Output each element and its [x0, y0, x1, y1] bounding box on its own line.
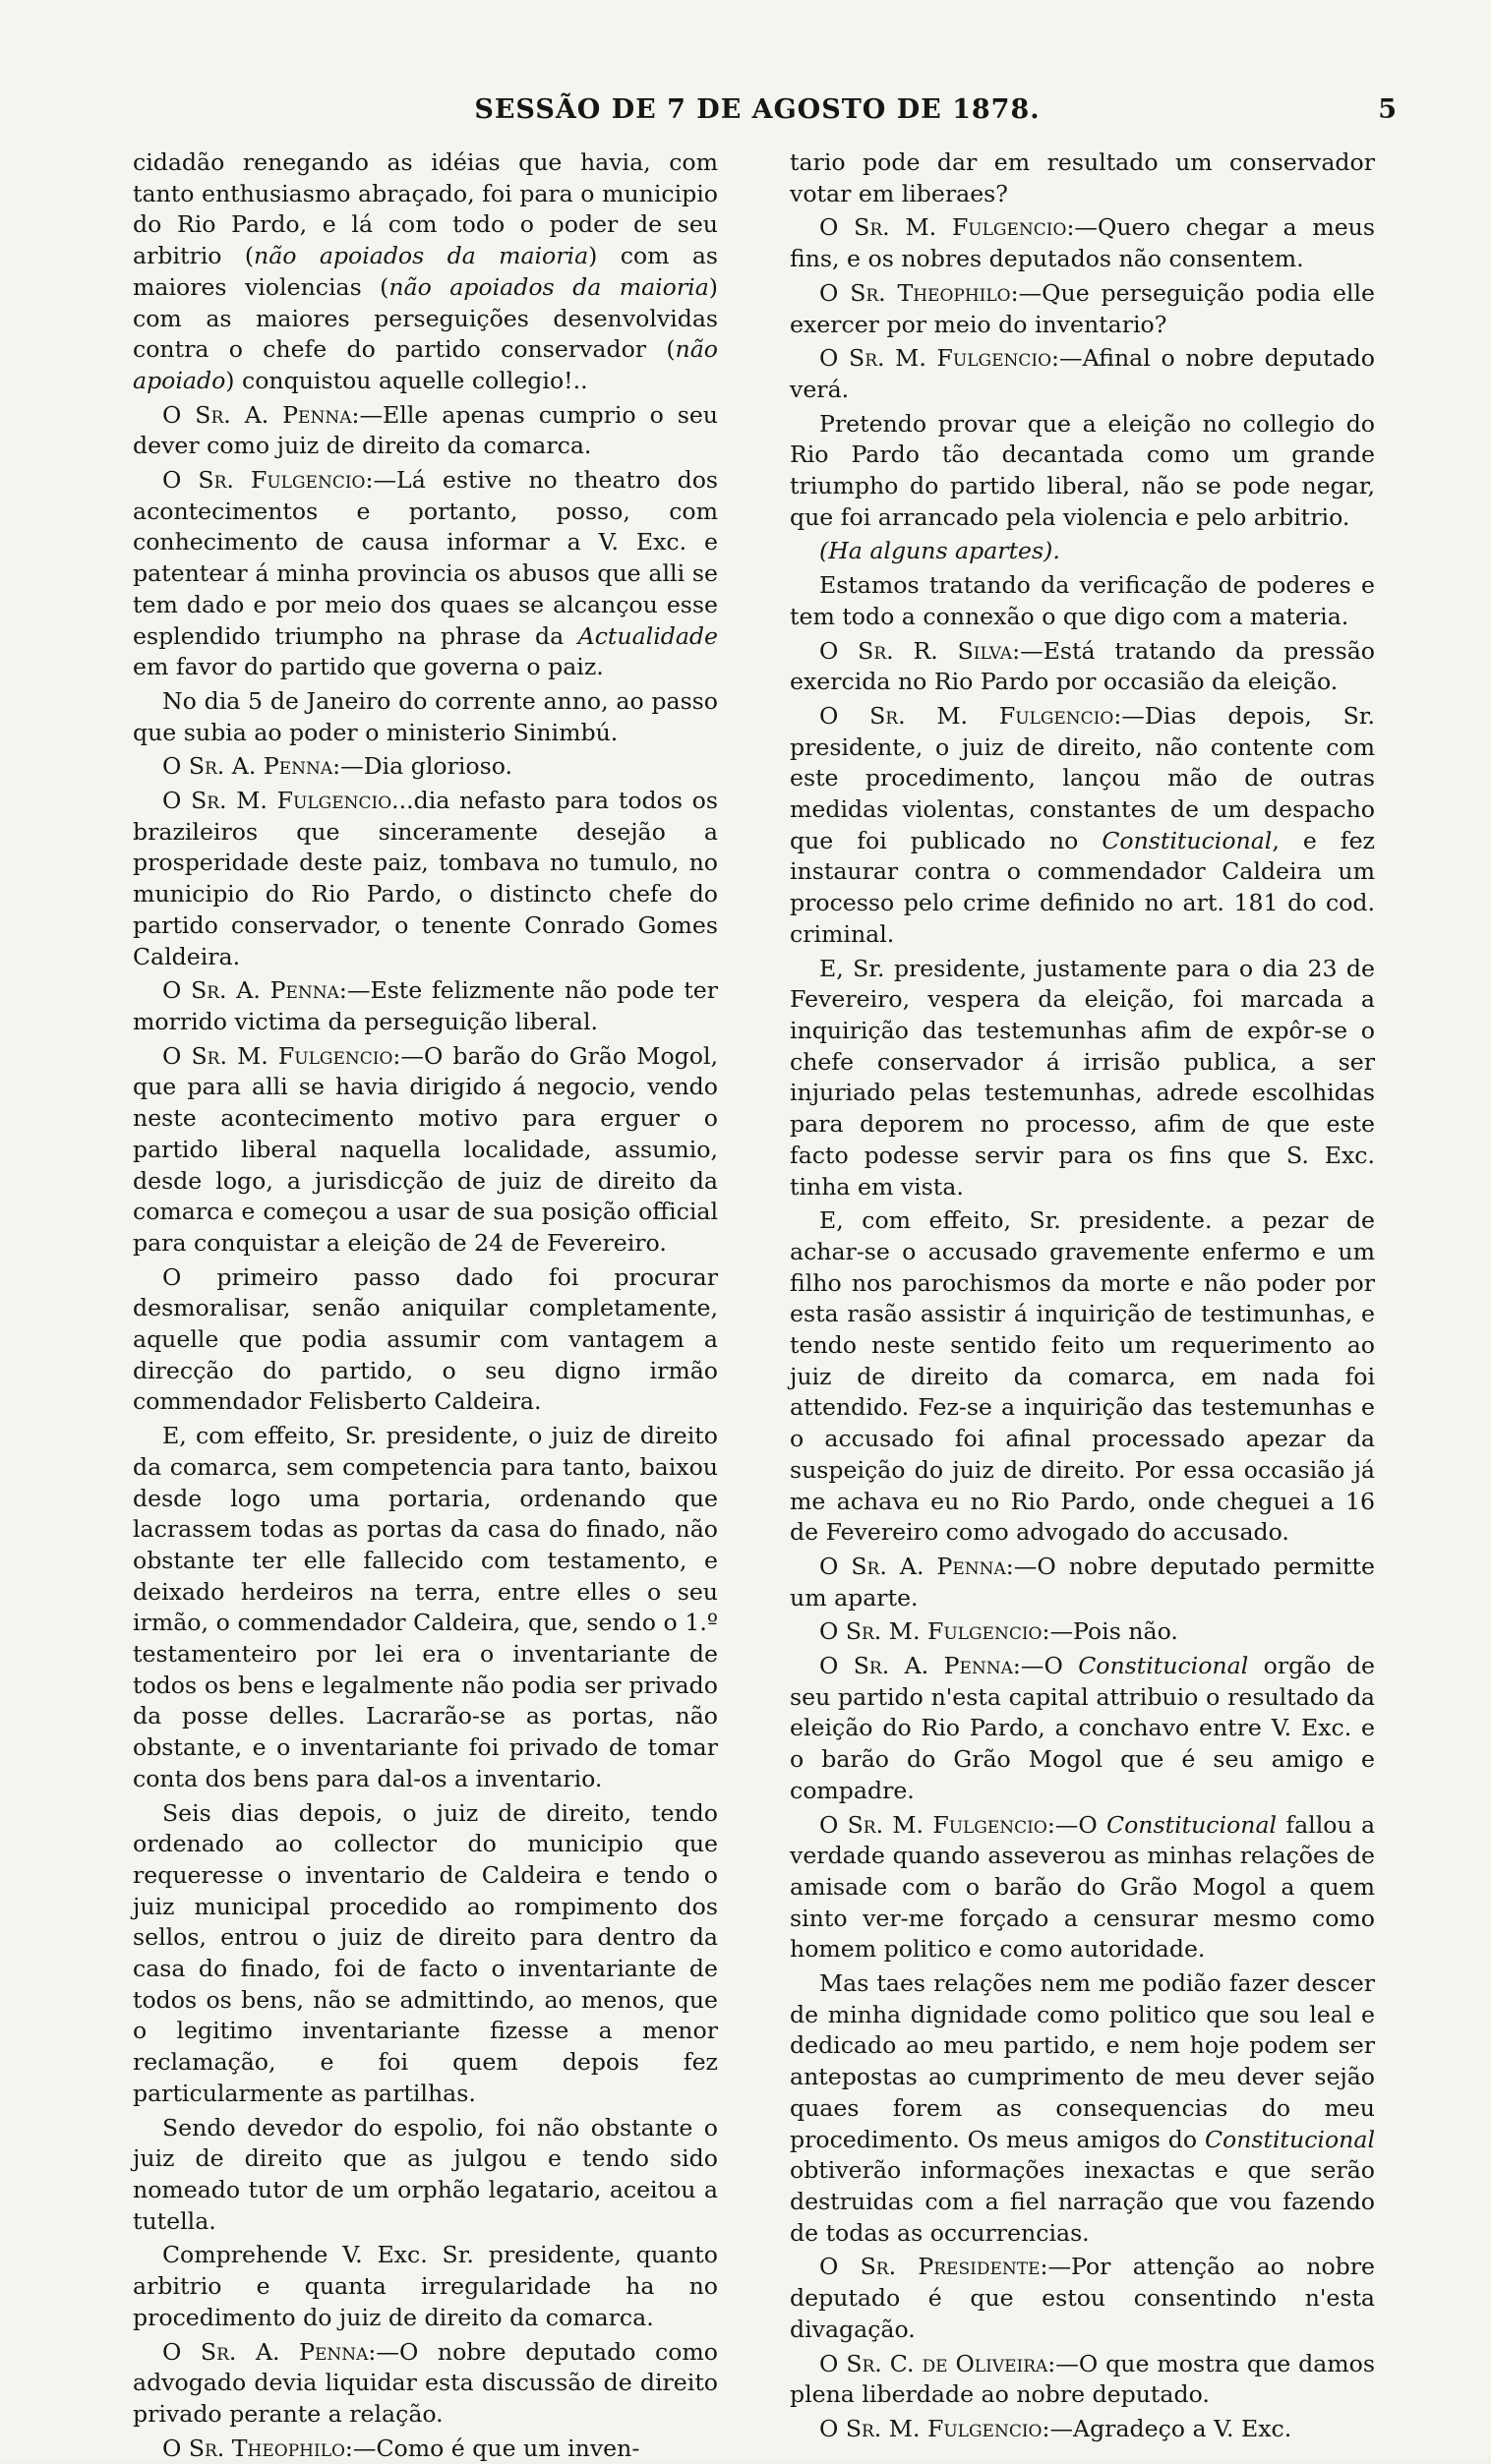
paragraph-text: O primeiro passo dado foi procurar desmoralisar, senão aniquilar completamente, aquelle que podia assumir com vantagem a direcção do partido, o seu digno irmão commendador Felisberto Caldeira.: [133, 1262, 718, 1416]
speaker-label: O Sr. C. de Oliveira:: [819, 2349, 1056, 2377]
paragraph-text: —O que mostra que damos plena liberdade ao nobre deputado.: [790, 2349, 1375, 2409]
paragraph: [790, 1968, 1375, 2249]
speaker-label: O Sr. A. Penna:: [819, 1552, 1014, 1580]
paragraph-text: —O nobre deputado permitte um aparte.: [790, 1552, 1376, 1612]
paragraph-text: Estamos tratando da verificação de poderes e tem todo a connexão o que digo com a materia.: [790, 571, 1375, 630]
paragraph-text: Seis dias depois, o juiz de direito, tendo ordenado ao collector do municipio que requeresse o inventario de Caldeira e tendo o juiz municipal procedido ao rompimento dos sellos, entrou o juiz de direito para dentro da casa do finado, foi de facto o inventariante de todos os bens, não se admittindo, ao menos, que o legitimo inventariante fizesse a menor reclamação, e foi quem depois fez particularmente as partilhas.: [133, 1798, 718, 2107]
italic-text: não apoiados da maioria: [388, 272, 709, 301]
paragraph-text: —O: [1054, 1810, 1107, 1839]
paragraph: [133, 1041, 718, 1260]
speaker-label: O Sr. A. Penna:: [162, 2337, 377, 2366]
paragraph-text: —Agradeço a V. Exc.: [1049, 2414, 1292, 2442]
paragraph-text: —Dia glorioso.: [340, 752, 513, 781]
left-column: [133, 147, 718, 2464]
paragraph-text: —Elle apenas cumprio o seu dever como juiz de direito da comarca.: [133, 400, 718, 460]
paragraph: [133, 147, 718, 397]
paragraph: [133, 400, 718, 462]
paragraph: [790, 536, 1375, 567]
paragraph-text: E, com effeito, Sr. presidente, o juiz de direito da comarca, sem competencia para tanto, baixou desde logo uma portaria, ordenando que lacrassem todas as portas da casa do finado, não obstante ter elle fallecido com testamento, e deixado herdeiros na terra, entre elles o seu irmão, o commendador Caldeira, que, sendo o 1.º testamenteiro por lei era o inventariante de todos os bens e legalmente não podia ser privado da posse delles. Lacrarão-se as portas, não obstante, e o inventariante foi privado de tomar conta dos bens para dal-os a inventario.: [133, 1422, 718, 1792]
speaker-label: O Sr. M. Fulgencio:: [819, 1810, 1055, 1839]
paragraph: [133, 2240, 718, 2333]
paragraph: [133, 751, 718, 783]
italic-text: (Ha alguns apartes).: [819, 537, 1060, 565]
speaker-label: O Sr. A. Penna:: [819, 1652, 1021, 1680]
speaker-label: O Sr. M. Fulgencio:: [162, 1041, 401, 1070]
speaker-label: O Sr. R. Silva:: [819, 636, 1021, 665]
speaker-label: O Sr. Fulgencio:: [162, 466, 374, 495]
paragraph: [133, 686, 718, 748]
right-column: [790, 147, 1375, 2445]
paragraph-text: cidadão renegando as idéias que havia, com tanto enthusiasmo abraçado, foi para o municipio do Rio Pardo, e lá com todo o poder de seu arbitrio (: [133, 148, 718, 270]
italic-text: Constitucional: [1078, 1652, 1249, 1680]
paragraph: [133, 2434, 718, 2464]
speaker-label: O Sr. M. Fulgencio:: [819, 344, 1059, 373]
italic-text: Actualidade: [577, 621, 718, 650]
session-title: SESSÃO DE 7 DE AGOSTO DE 1878.: [474, 94, 1041, 125]
paragraph-text: ) conquistou aquelle collegio!..: [225, 366, 588, 394]
paragraph-text: E, Sr. presidente, justamente para o dia 23 de Fevereiro, vespera da eleição, foi marcada a inquirição das testemunhas afim de expôr-se o chefe conservador á irrisão publica, a ser injuriado pelas testemunhas, adrede escolhidas para deporem no processo, afim de que este facto podesse servir para os fins que S. Exc. tinha em vista.: [790, 954, 1375, 1201]
italic-text: Constitucional: [1204, 2125, 1375, 2153]
paragraph: [790, 1810, 1375, 1966]
paragraph-text: ) com as maiores perseguições desenvolvidas contra o chefe do partido conservador (: [133, 272, 718, 364]
paragraph-text: E, com effeito, Sr. presidente. a pezar de achar-se o accusado gravemente enfermo e um filho nos parochismos da morte e não poder por esta rasão assistir á inquirição de testimunhas, e tendo neste sentido feito um requerimento ao juiz de direito da comarca, em nada foi attendido. Fez-se a inquirição das testemunhas e o accusado foi afinal processado apezar da suspeição do juiz de direito. Por essa occasião já me achava eu no Rio Pardo, onde cheguei a 16 de Fevereiro como advogado do accusado.: [790, 1206, 1375, 1547]
paragraph-text: tario pode dar em resultado um conservador votar em liberaes?: [790, 148, 1375, 207]
speaker-label: O Sr. Theophilo:: [819, 278, 1019, 307]
speaker-label: O Sr. Presidente:: [819, 2253, 1048, 2281]
paragraph: [790, 2252, 1375, 2345]
paragraph-text: —Por attenção ao nobre deputado é que estou consentindo n'esta divagação.: [790, 2253, 1375, 2343]
paragraph: [133, 2337, 718, 2431]
page-number: 5: [1378, 94, 1397, 125]
paragraph: [133, 1421, 718, 1794]
italic-text: não apoiado: [133, 335, 718, 394]
paragraph-text: —Dias depois, Sr. presidente, o juiz de direito, não contente com este procedimento, lançou mão de outras medidas violentas, constantes de um despacho que foi publicado no: [790, 701, 1375, 854]
paragraph-text: —O nobre deputado como advogado devia liquidar esta discussão de direito privado perante a relação.: [133, 2337, 718, 2428]
speaker-label: O Sr. Theophilo:: [162, 2434, 353, 2462]
paragraph-text: em favor do partido que governa o paiz.: [133, 653, 604, 681]
paragraph: [133, 1798, 718, 2110]
paragraph-text: Pretendo provar que a eleição no collegio do Rio Pardo tão decantada como um grande triumpho do partido liberal, não se pode negar, que foi arrancado pela violencia e pelo arbitrio.: [790, 409, 1375, 531]
speaker-label: O Sr. M. Fulgencio:: [819, 1617, 1050, 1646]
paragraph: [790, 1205, 1375, 1549]
paragraph: [790, 2414, 1375, 2445]
italic-text: Constitucional: [1106, 1810, 1278, 1839]
paragraph: [790, 343, 1375, 405]
paragraph: [790, 2349, 1375, 2411]
paragraph: [790, 1651, 1375, 1807]
paragraph: [790, 147, 1375, 209]
speaker-label: O Sr. A. Penna:: [162, 752, 341, 781]
paragraph-text: Comprehende V. Exc. Sr. presidente, quanto arbitrio e quanta irregularidade ha no procedimento do juiz de direito da comarca.: [133, 2241, 718, 2331]
speaker-label: O Sr. M. Fulgencio:: [819, 701, 1122, 730]
speaker-label: O Sr. M. Fulgencio:: [819, 213, 1075, 242]
italic-text: não apoiados da maioria: [254, 242, 589, 270]
paragraph: [133, 786, 718, 972]
paragraph: [133, 975, 718, 1037]
paragraph-text: orgão de seu partido n'esta capital attribuio o resultado da eleição do Rio Pardo, a conchavo entre V. Exc. e o barão do Grão Mogol que é seu amigo e compadre.: [790, 1652, 1375, 1804]
paragraph-text: , e fez instaurar contra o commendador Caldeira um processo pelo crime definido no art. 181 do cod. criminal.: [790, 826, 1375, 948]
paragraph-text: —Pois não.: [1049, 1617, 1178, 1646]
paragraph-text: —Está tratando da pressão exercida no Rio Pardo por occasião da eleição.: [790, 636, 1375, 696]
paragraph-text: fallou a verdade quando asseverou as minhas relações de amisade com o barão do Grão Mogol a quem sinto ver-me forçado a censurar mesmo como homem politico e como autoridade.: [790, 1810, 1376, 1964]
paragraph: [790, 1552, 1375, 1613]
paragraph: [790, 278, 1375, 340]
paragraph-text: —Afinal o nobre deputado verá.: [790, 344, 1375, 403]
paragraph: [790, 636, 1375, 698]
paragraph-text: No dia 5 de Janeiro do corrente anno, ao passo que subia ao poder o ministerio Sinimbú.: [133, 686, 718, 746]
paragraph-text: —Lá estive no theatro dos acontecimentos e portanto, posso, com conhecimento de causa informar a V. Exc. e patentear á minha provincia os abusos que alli se tem dado e por meio dos quaes se alcançou esse esplendido triumpho na phrase da: [133, 466, 719, 650]
speaker-label: O Sr. A. Penna:: [162, 976, 347, 1005]
paragraph-text: ) com as maiores violencias (: [133, 242, 719, 301]
paragraph-text: —Que perseguição podia elle exercer por meio do inventario?: [790, 278, 1375, 338]
paragraph-text: —O: [1020, 1652, 1079, 1680]
paragraph: [790, 212, 1375, 274]
paragraph-text: —Como é que um inven-: [352, 2434, 640, 2462]
paragraph: [790, 1616, 1375, 1648]
paragraph: [790, 409, 1375, 534]
paragraph-text: obtiverão informações inexactas e que serão destruidas com a fiel narração que vou fazendo de todas as occurrencias.: [790, 2156, 1375, 2247]
paragraph: [790, 570, 1375, 632]
paragraph-text: Sendo devedor do espolio, foi não obstante o juiz de direito que as julgou e tendo sido nomeado tutor de um orphão legatario, aceitou a tutella.: [133, 2113, 718, 2235]
paragraph-text: ...dia nefasto para todos os brazileiros que sinceramente desejão a prosperidade deste paiz, tombava no tumulo, no municipio do Rio Pardo, o distincto chefe do partido conservador, o tenente Conrado Gomes Caldeira.: [133, 787, 718, 970]
paragraph-text: —Quero chegar a meus fins, e os nobres deputados não consentem.: [790, 213, 1375, 273]
paragraph-text: —Este felizmente não pode ter morrido victima da perseguição liberal.: [133, 976, 719, 1035]
speaker-label: O Sr. A. Penna:: [162, 400, 360, 429]
paragraph: [790, 954, 1375, 1203]
page-header: [118, 94, 1397, 134]
paragraph: [133, 1262, 718, 1419]
paragraph-text: —O barão do Grão Mogol, que para alli se havia dirigido á negocio, vendo neste acontecimento motivo para erguer o partido liberal naquella localidade, assumio, desde logo, a jurisdicção de juiz de direito da comarca e começou a usar de sua posição official para conquistar a eleição de 24 de Fevereiro.: [133, 1041, 718, 1257]
paragraph: [133, 2113, 718, 2238]
paragraph-text: Mas taes relações nem me podião fazer descer de minha dignidade como politico que sou leal e dedicado ao meu partido, e nem hoje podem ser antepostas ao cumprimento de meu dever sejão quaes forem as consequencias do meu procedimento. Os meus amigos do: [790, 1969, 1375, 2153]
paragraph: [133, 465, 718, 683]
speaker-label: O Sr. M. Fulgencio: [162, 787, 392, 815]
italic-text: Constitucional: [1102, 826, 1273, 854]
paragraph: [790, 701, 1375, 951]
speaker-label: O Sr. M. Fulgencio:: [819, 2414, 1050, 2442]
